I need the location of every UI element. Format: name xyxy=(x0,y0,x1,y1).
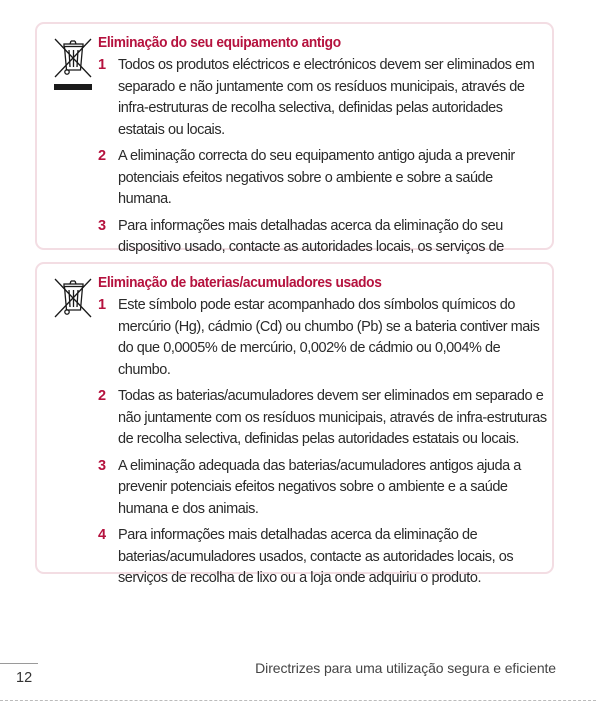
item-text: A eliminação adequada das baterias/acumuladores antigos ajuda a prevenir potenciais efeitos negativos sobre o ambiente e a saúde humana e dos animais. xyxy=(118,457,521,517)
item-number: 2 xyxy=(98,148,106,164)
battery-disposal-box xyxy=(35,262,554,586)
item-number: 2 xyxy=(98,388,106,404)
item-text: Todas as baterias/acumuladores devem ser eliminados em separado e não juntamente com os resíduos municipais, através de infra-estruturas de recolha selectiva, definidas pelas autoridades estatais ou locais. xyxy=(118,388,547,447)
item-text: Para informações mais detalhadas acerca da eliminação do seu dispositivo usado, contacte as autoridades locais, os serviços de xyxy=(118,217,504,255)
list-item xyxy=(98,456,548,521)
item-text: Para informações mais detalhadas acerca da eliminação de baterias/acumuladores usados, contacte as autoridades locais, os serviços de recolha de lixo ou a loja onde adquiriu o produto. xyxy=(118,527,514,586)
item-number: 3 xyxy=(98,457,106,474)
item-text: Este símbolo pode estar acompanhado dos símbolos químicos do mercúrio (Hg), cádmio (Cd) ou chumbo (Pb) se a bateria contiver mais do que 0,0005% de mercúrio, 0,002% de cádmio ou 0,004% de chumbo. xyxy=(118,297,540,378)
item-number: 3 xyxy=(98,217,106,234)
list-item xyxy=(98,386,548,451)
section-title: Eliminação de baterias/acumuladores usados xyxy=(98,275,382,291)
list-item xyxy=(98,146,548,211)
item-number: 1 xyxy=(98,297,106,313)
page-number: 12 xyxy=(16,670,33,686)
instruction-list xyxy=(98,295,548,590)
page-number-rule xyxy=(0,663,38,664)
list-item xyxy=(98,295,548,381)
crossed-out-wheelie-bin-icon xyxy=(52,277,94,326)
list-item xyxy=(98,525,548,590)
instruction-list xyxy=(98,55,548,280)
item-text: A eliminação correcta do seu equipamento antigo ajuda a prevenir potenciais efeitos negativos sobre o ambiente e sobre a saúde humana. xyxy=(118,148,515,207)
item-number: 4 xyxy=(98,527,106,543)
crossed-out-wheelie-bin-icon xyxy=(52,37,94,98)
page-bottom-divider xyxy=(0,700,596,701)
equipment-disposal-box xyxy=(35,22,554,255)
item-text: Todos os produtos eléctricos e electrónicos devem ser eliminados em separado e não juntamente com os resíduos municipais, através de infra-estruturas de recolha selectiva, definidas pelas autoridades estatais ou locais. xyxy=(118,57,535,138)
section-title: Eliminação do seu equipamento antigo xyxy=(98,35,341,51)
footer-text: Directrizes para uma utilização segura e eficiente xyxy=(255,660,556,676)
item-number: 1 xyxy=(98,57,106,73)
list-item xyxy=(98,55,548,141)
